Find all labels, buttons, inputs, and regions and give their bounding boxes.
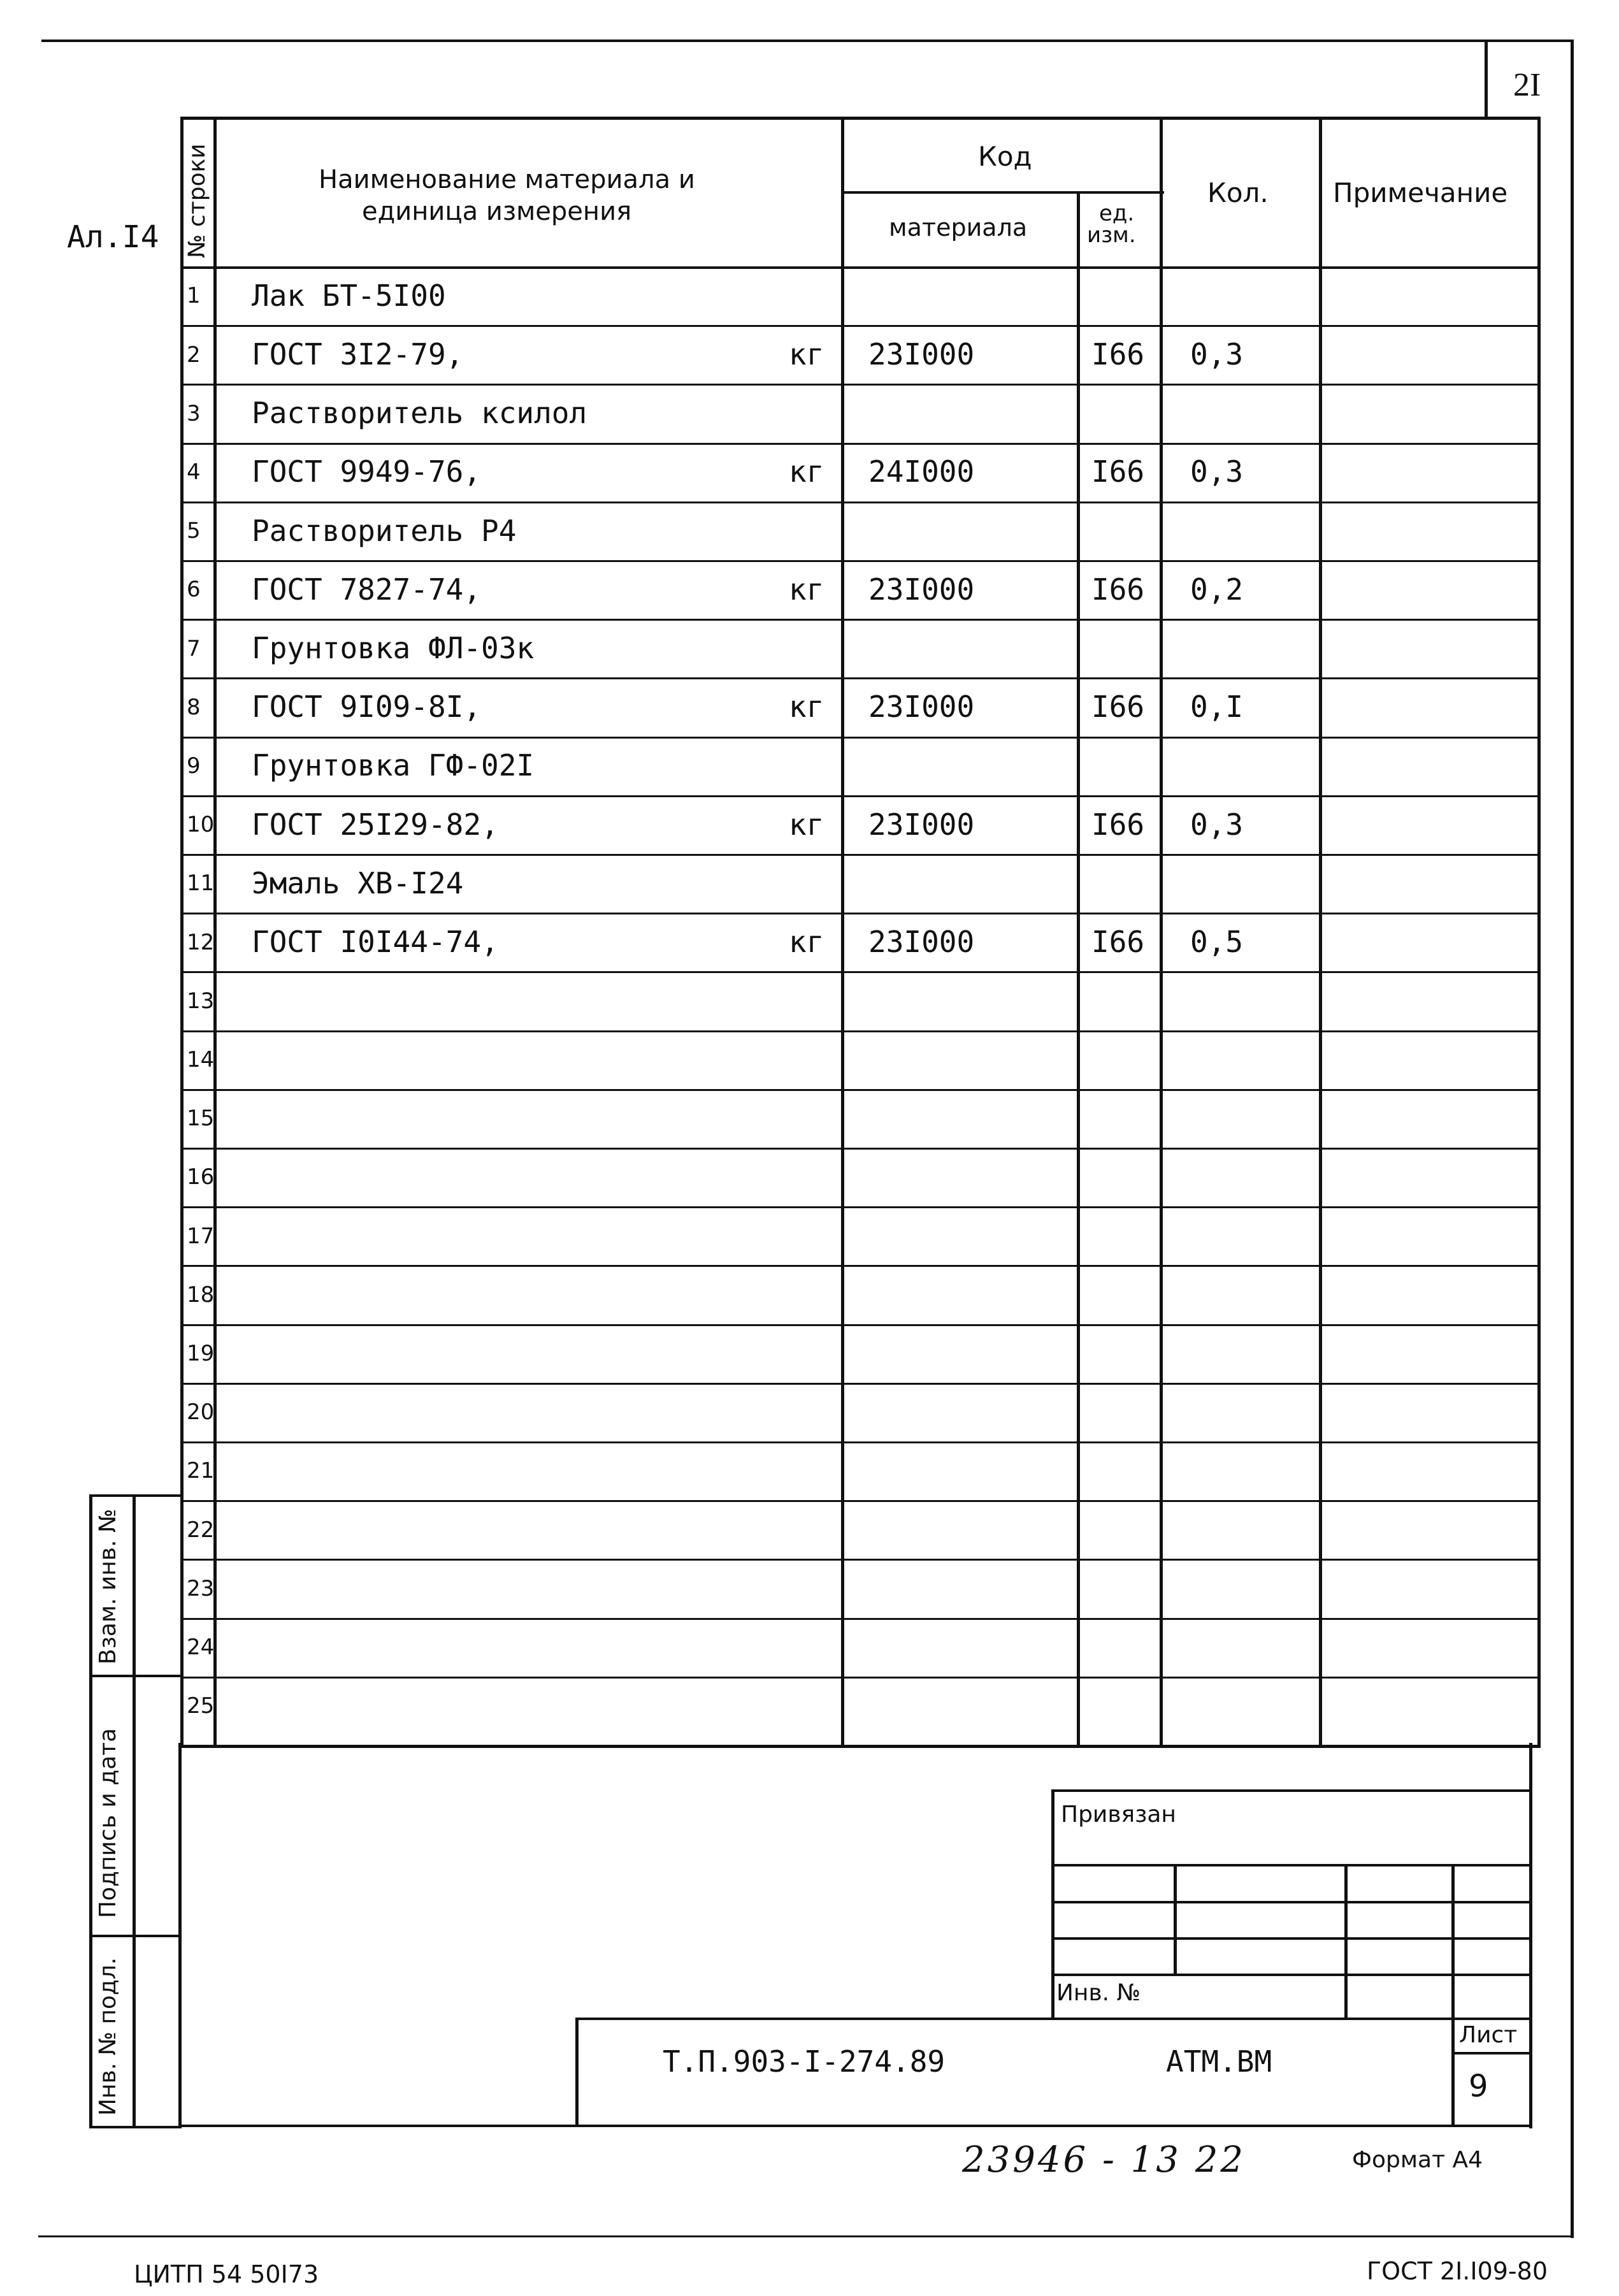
lower-frame-right	[1529, 1743, 1532, 2128]
privyazan-line4	[1051, 1974, 1530, 1976]
material-name: Эмаль ХВ-I24	[252, 865, 464, 900]
lower-frame-left	[178, 1743, 182, 2128]
material-name: ГОСТ 25I29-82,	[252, 807, 499, 842]
doc-mark: АТМ.ВМ	[1166, 2044, 1272, 2079]
side-strip-right	[133, 1494, 136, 2128]
footer-left: ЦИТП 54 50I73	[134, 2260, 319, 2288]
header-row-number: № строки	[184, 143, 210, 258]
side-label-inv-podl: Инв. № подл.	[95, 1957, 121, 2116]
table-row	[180, 503, 1541, 561]
table-row	[180, 1384, 1541, 1443]
header-quantity: Кол.	[1207, 177, 1269, 208]
side-strip-left	[89, 1494, 92, 2128]
unit-label: кг	[789, 690, 824, 725]
row-number: 23	[187, 1575, 215, 1601]
row-number: 18	[187, 1282, 215, 1308]
lower-frame-bottom	[178, 2125, 1532, 2127]
material-name: ГОСТ 3I2-79,	[252, 336, 464, 372]
unit-label: кг	[789, 336, 824, 372]
material-name: ГОСТ 7827-74,	[252, 572, 482, 607]
privyazan-line3	[1051, 1937, 1530, 1940]
material-code: 23I000	[868, 336, 975, 372]
unit-label: кг	[789, 807, 824, 842]
title-block-top	[575, 2018, 1531, 2020]
footer-right: ГОСТ 2I.I09-80	[1367, 2257, 1548, 2285]
header-name-line2: единица измерения	[362, 197, 632, 226]
side-strip-div1	[89, 1675, 180, 1677]
material-code: 23I000	[868, 924, 975, 959]
row-number: 8	[187, 694, 201, 720]
quantity: 0,3	[1190, 336, 1244, 372]
handwritten-number: 23946 - 13 22	[962, 2139, 1246, 2181]
table-row	[180, 561, 1541, 620]
table-row	[180, 444, 1541, 503]
album-label: Ал.I4	[67, 219, 159, 255]
doc-code: Т.П.903-I-274.89	[663, 2044, 946, 2079]
sheet-divider	[1451, 2052, 1531, 2054]
inv-no-label: Инв. №	[1056, 1980, 1141, 2006]
table-row	[180, 385, 1541, 444]
code-subheader-line	[842, 191, 1164, 194]
row-number: 22	[187, 1517, 215, 1543]
unit-code: I66	[1091, 807, 1145, 842]
material-code: 24I000	[868, 454, 975, 489]
unit-code: I66	[1091, 454, 1145, 489]
row-number: 5	[187, 518, 201, 544]
unit-code: I66	[1091, 336, 1145, 372]
side-label-podpis: Подпись и дата	[95, 1728, 121, 1918]
row-number: 25	[187, 1693, 215, 1719]
table-row	[180, 1149, 1541, 1208]
material-name: Растворитель Р4	[252, 513, 517, 548]
table-row	[180, 620, 1541, 679]
row-number: 3	[187, 400, 201, 426]
quantity: 0,I	[1190, 690, 1244, 725]
header-code-unit-1: ед.	[1099, 201, 1135, 226]
unit-label: кг	[789, 572, 824, 607]
row-number: 19	[187, 1340, 215, 1366]
table-row	[180, 1560, 1541, 1619]
unit-code: I66	[1091, 690, 1145, 725]
table-row	[180, 797, 1541, 855]
material-name: Лак БТ-5I00	[252, 278, 446, 313]
material-name: ГОСТ 9949-76,	[252, 454, 482, 489]
material-code: 23I000	[868, 807, 975, 842]
row-number: 7	[187, 635, 201, 661]
quantity: 0,2	[1190, 572, 1244, 607]
row-number: 14	[187, 1046, 215, 1072]
table-row	[180, 326, 1541, 385]
row-number: 6	[187, 577, 201, 603]
quantity: 0,3	[1190, 807, 1244, 842]
row-number: 9	[187, 753, 201, 779]
table-row	[180, 1678, 1541, 1736]
row-number: 21	[187, 1458, 215, 1484]
row-number: 4	[187, 459, 201, 485]
format-label: Формат А4	[1352, 2147, 1483, 2173]
material-name: Грунтовка ФЛ-03к	[252, 630, 535, 665]
unit-label: кг	[789, 924, 824, 959]
quantity: 0,3	[1190, 454, 1244, 489]
header-code-material: материала	[889, 213, 1028, 242]
privyazan-left	[1051, 1789, 1054, 2019]
table-row	[180, 1032, 1541, 1090]
row-number: 12	[187, 929, 215, 955]
side-strip-top	[89, 1494, 180, 1497]
privyazan-col2	[1344, 1864, 1348, 2020]
table-row	[180, 1090, 1541, 1149]
row-number: 1	[187, 283, 201, 309]
privyazan-col1	[1174, 1864, 1177, 1975]
header-code: Код	[978, 141, 1032, 172]
quantity: 0,5	[1190, 924, 1244, 959]
table-row	[180, 914, 1541, 972]
table-row	[180, 1266, 1541, 1325]
frame-top-line	[41, 40, 1574, 42]
table-row	[180, 738, 1541, 797]
privyazan-top	[1051, 1789, 1530, 1792]
page-number: 2I	[1513, 67, 1541, 103]
title-block-left	[575, 2018, 579, 2127]
row-number: 17	[187, 1223, 215, 1249]
privyazan-line1	[1051, 1864, 1530, 1866]
header-name-line1: Наименование материала и	[319, 165, 695, 194]
table-row	[180, 1619, 1541, 1678]
unit-code: I66	[1091, 924, 1145, 959]
side-strip-div2	[89, 1935, 180, 1937]
table-row	[180, 268, 1541, 326]
frame-right-line	[1571, 40, 1574, 2238]
header-note: Примечание	[1333, 177, 1508, 208]
privyazan-label: Привязан	[1061, 1801, 1176, 1828]
row-number: 11	[187, 870, 215, 897]
material-name: Растворитель ксилол	[252, 396, 587, 431]
row-number: 24	[187, 1634, 215, 1660]
unit-label: кг	[789, 454, 824, 489]
row-number: 15	[187, 1106, 215, 1132]
sheet-label: Лист	[1459, 2022, 1518, 2048]
table-row	[180, 679, 1541, 737]
table-row	[180, 1325, 1541, 1384]
table-row	[180, 1208, 1541, 1266]
table-row	[180, 972, 1541, 1031]
table-row	[180, 855, 1541, 914]
header-code-unit-2: изм.	[1087, 222, 1136, 248]
unit-code: I66	[1091, 572, 1145, 607]
table-row	[180, 1443, 1541, 1501]
material-name: ГОСТ 9I09-8I,	[252, 690, 482, 725]
material-name: Грунтовка ГФ-02I	[252, 748, 535, 783]
row-number: 20	[187, 1399, 215, 1426]
side-label-vzam: Взам. инв. №	[95, 1508, 121, 1664]
privyazan-col3	[1451, 1864, 1455, 2125]
side-strip-bottom	[89, 2126, 180, 2128]
table-row	[180, 1501, 1541, 1560]
material-code: 23I000	[868, 690, 975, 725]
row-number: 10	[187, 812, 215, 838]
row-number: 16	[187, 1164, 215, 1190]
page-number-box-left	[1485, 40, 1488, 119]
sheet-number: 9	[1469, 2069, 1488, 2104]
privyazan-line2	[1051, 1901, 1530, 1903]
row-number: 2	[187, 342, 201, 368]
material-code: 23I000	[868, 572, 975, 607]
row-number: 13	[187, 988, 215, 1014]
frame-bottom-line	[38, 2235, 1574, 2237]
material-name: ГОСТ I0I44-74,	[252, 924, 499, 959]
